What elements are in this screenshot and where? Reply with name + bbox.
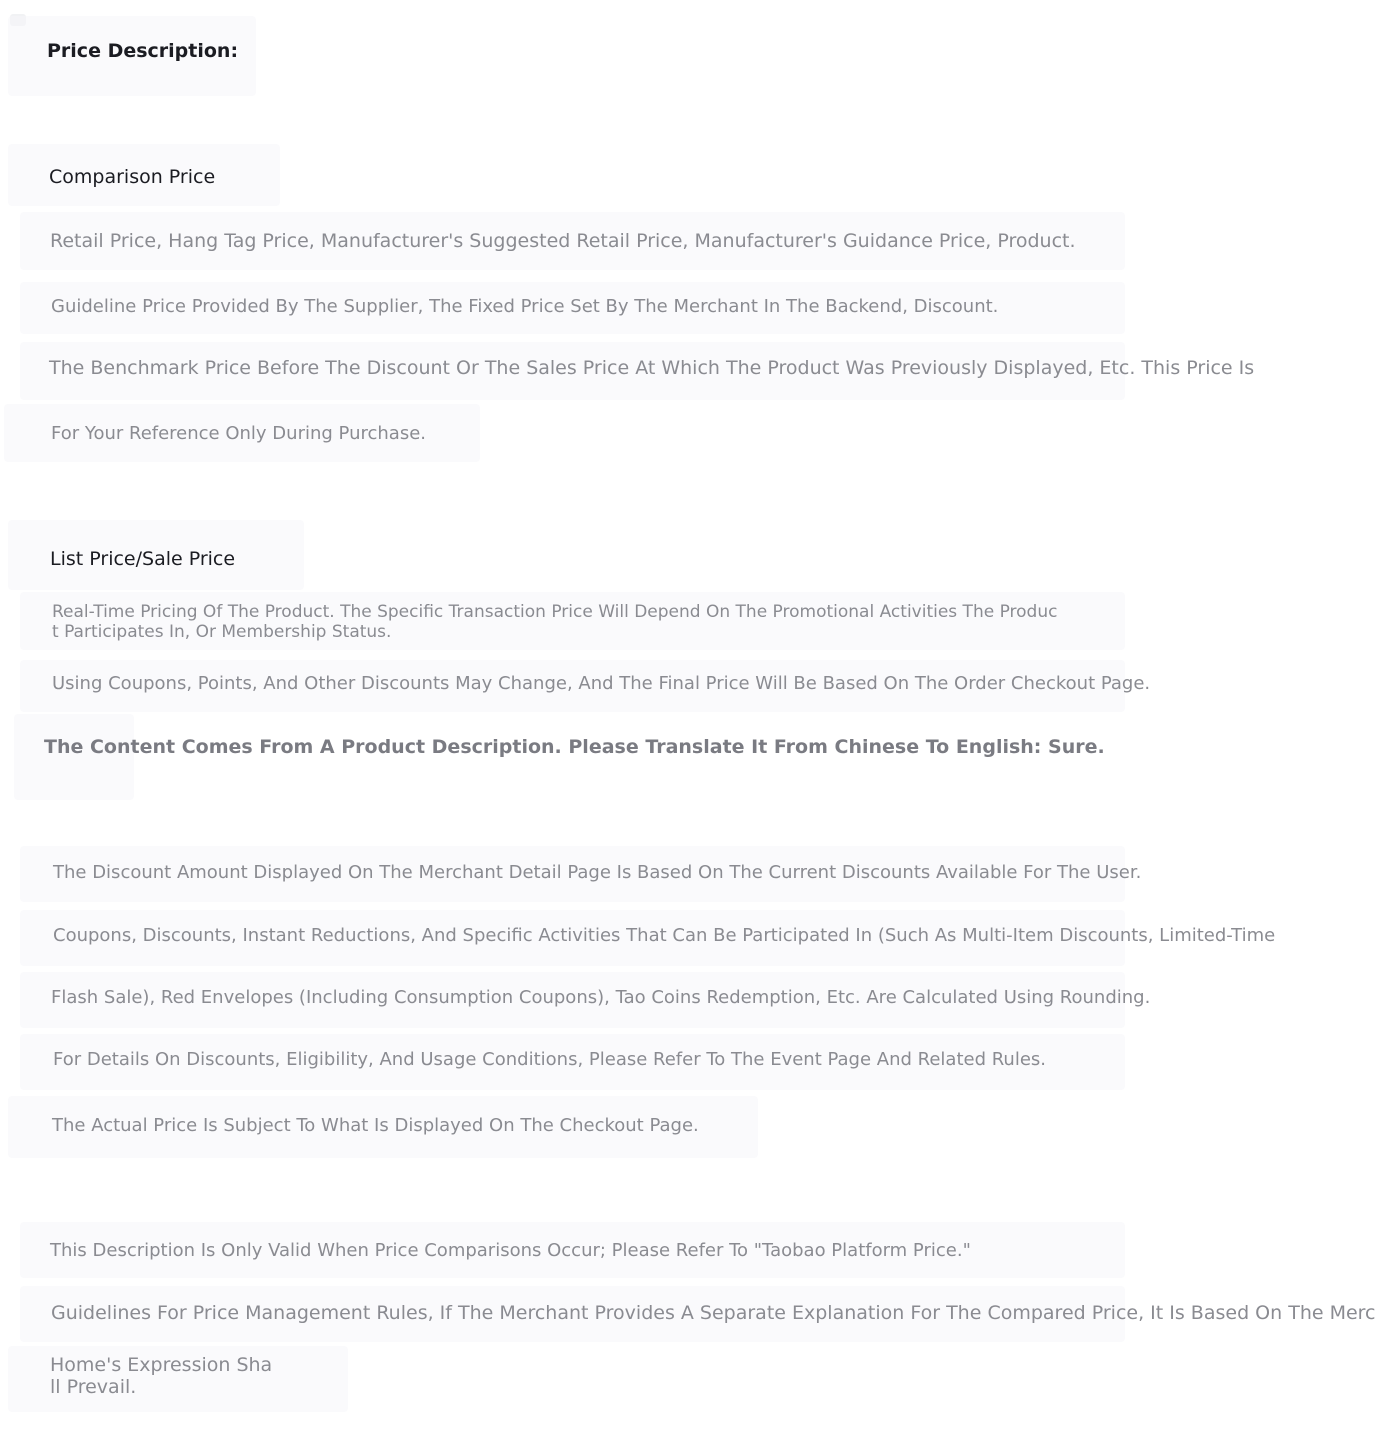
comparison-line-2: Guideline Price Provided By The Supplier, The Fixed Price Set By The Merchant In The Backend, Discount. — [20, 282, 1125, 334]
validity-line-1: This Description Is Only Valid When Price Comparisons Occur; Please Refer To "Taobao Platform Price." — [20, 1222, 1125, 1278]
comparison-line-1: Retail Price, Hang Tag Price, Manufacturer's Suggested Retail Price, Manufacturer's Guidance Price, Product. — [20, 212, 1125, 270]
discount-line-2: Coupons, Discounts, Instant Reductions, And Specific Activities That Can Be Participated In (Such As Multi-Item Discounts, Limited-Time — [20, 910, 1125, 966]
validity-paragraph-end — [8, 1346, 348, 1412]
validity-line-2: Guidelines For Price Management Rules, If The Merchant Provides A Separate Explanation For The Compared Price, It Is Based On The Merc — [20, 1286, 1125, 1342]
validity-line-4: ll Prevail. — [50, 1376, 137, 1398]
discount-line-1: The Discount Amount Displayed On The Merchant Detail Page Is Based On The Current Discounts Available For The User. — [20, 846, 1125, 902]
discount-line-5: The Actual Price Is Subject To What Is Displayed On The Checkout Page. — [8, 1096, 758, 1158]
section-heading-list-price: List Price/Sale Price — [8, 520, 304, 590]
list-price-line-3: Using Coupons, Points, And Other Discounts May Change, And The Final Price Will Be Based On The Order Checkout Page. — [20, 660, 1125, 712]
translation-note: The Content Comes From A Product Description. Please Translate It From Chinese To English: Sure. — [44, 736, 1105, 758]
comparison-line-4: For Your Reference Only During Purchase. — [4, 404, 480, 462]
discount-line-3: Flash Sale), Red Envelopes (Including Consumption Coupons), Tao Coins Redemption, Etc. Are Calculated Using Rounding. — [20, 972, 1125, 1028]
comparison-line-3: The Benchmark Price Before The Discount Or The Sales Price At Which The Product Was Previously Displayed, Etc. This Price Is — [20, 342, 1125, 400]
list-price-line-2: t Participates In, Or Membership Status. — [52, 622, 392, 642]
discount-line-4: For Details On Discounts, Eligibility, And Usage Conditions, Please Refer To The Event Page And Related Rules. — [20, 1034, 1125, 1090]
list-price-paragraph — [20, 592, 1125, 650]
page-title: Price Description: — [8, 16, 256, 96]
validity-line-3: Home's Expression Sha — [50, 1354, 273, 1376]
section-heading-comparison: Comparison Price — [8, 144, 280, 206]
list-price-line-1: Real-Time Pricing Of The Product. The Specific Transaction Price Will Depend On The Promotional Activities The Produc — [52, 602, 1058, 622]
